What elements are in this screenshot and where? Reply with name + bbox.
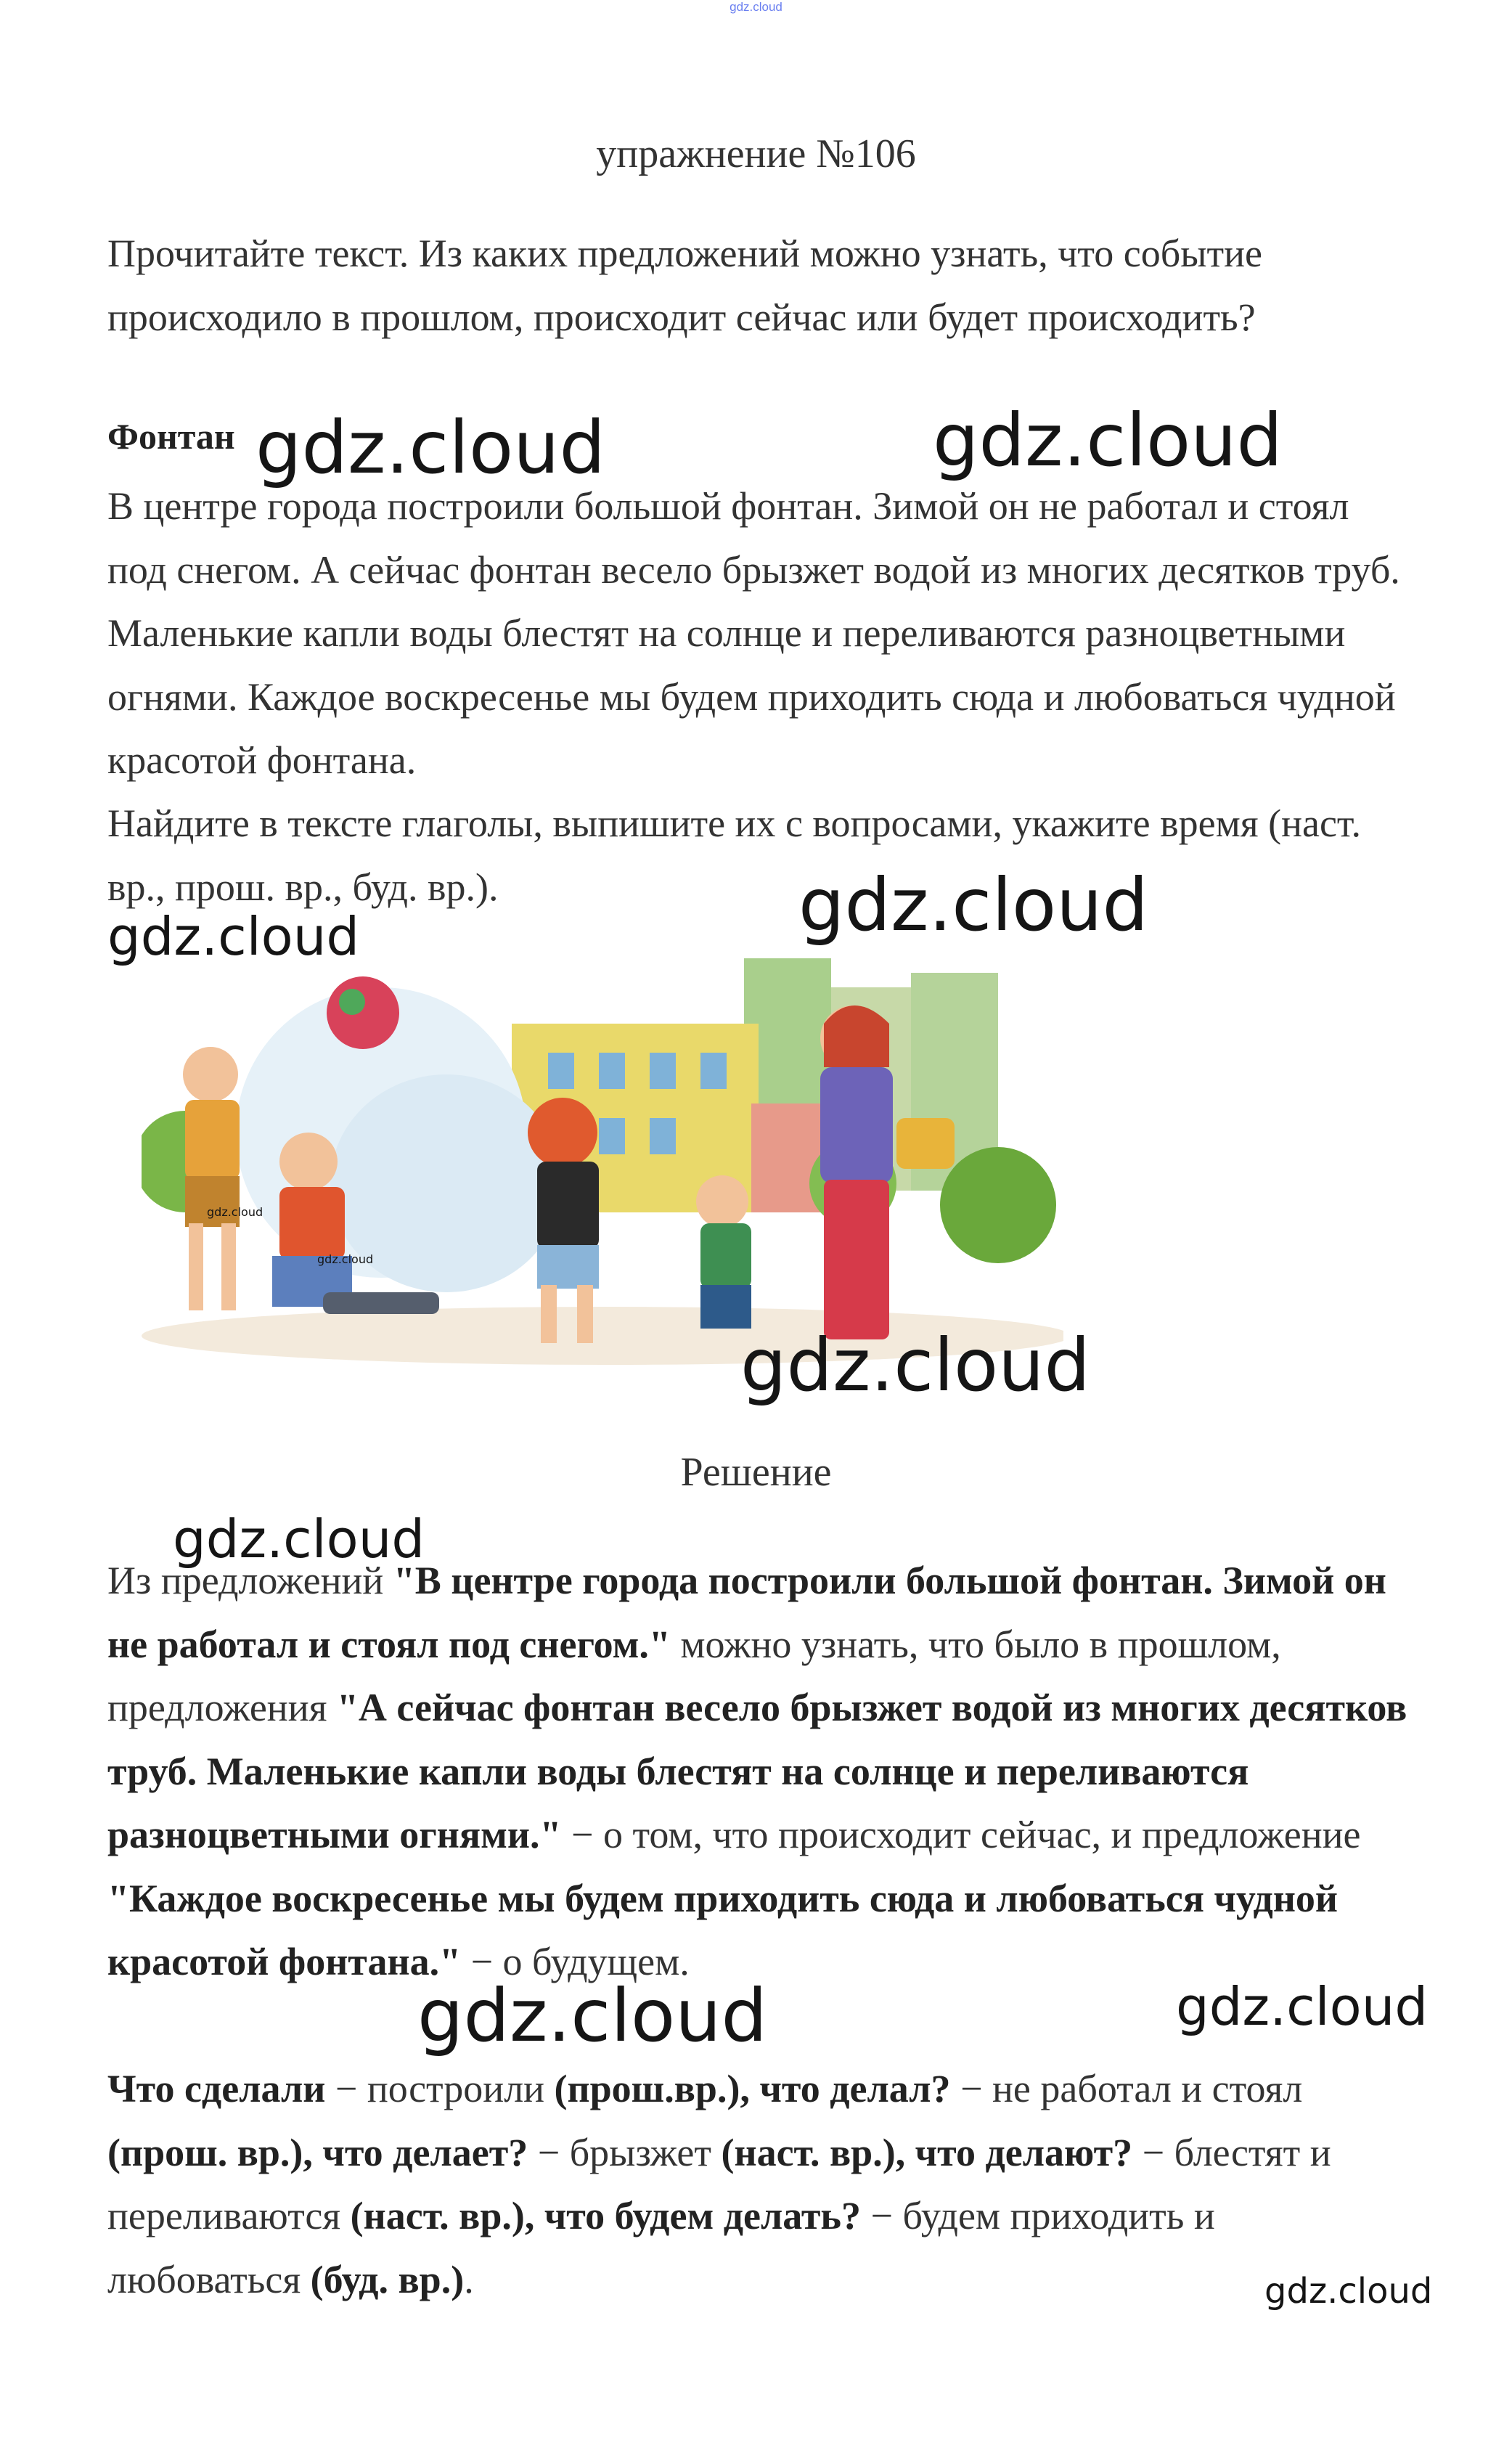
kid-red-hair (528, 1098, 599, 1343)
verb-question: (наст. вр.), что будем делать? (350, 2194, 861, 2237)
fountain-illustration (142, 944, 1063, 1365)
kid-green (696, 1175, 751, 1329)
solution-quote-future: "Каждое воскресенье мы будем приходить сюда и любоваться чудной красотой фонтана." (107, 1876, 1339, 1983)
watermark: gdz.cloud (798, 862, 1149, 947)
watermark: gdz.cloud (256, 405, 606, 490)
solution-paragraph-1 (107, 1549, 1414, 1994)
watermark: gdz.cloud (173, 1509, 425, 1570)
task-text: Прочитайте текст. Из каких предложений можно узнать, что событие происходило в прошлом, происходит сейчас или будет происходить? (107, 232, 1262, 339)
task2-text: Найдите в тексте глаголы, выпишите их с вопросами, укажите время (наст. вр., прош. вр., буд. вр.). (107, 801, 1361, 909)
verb-question: (прош. вр.), что делает? (107, 2130, 528, 2174)
exercise-title: упражнение №106 (596, 131, 916, 176)
solution-paragraph-2 (107, 2057, 1414, 2312)
verb-answer: − брызжет (528, 2130, 722, 2174)
solution-title: Решение (680, 1450, 832, 1495)
verb-question: (прош.вр.), что делал? (554, 2067, 951, 2110)
watermark: gdz.cloud (1176, 1976, 1429, 2037)
solution-text: − о будущем. (461, 1940, 690, 1983)
watermark: gdz.cloud (107, 906, 360, 967)
verb-answer: − не работал и стоял (950, 2067, 1303, 2110)
kid-left (183, 1047, 240, 1310)
watermark: gdz.cloud (207, 1205, 263, 1219)
verb-question: (наст. вр.), что делают? (721, 2130, 1133, 2174)
watermark: gdz.cloud (317, 1252, 374, 1266)
verb-answer: − будем приходить и любоваться (107, 2194, 1215, 2301)
watermark: gdz.cloud (417, 1973, 768, 2058)
solution-text: − о том, что происходит сейчас, и предложение (561, 1813, 1361, 1856)
solution-quote-past: "В центре города построили большой фонтан. Зимой он не работал и стоял под снегом." (107, 1559, 1386, 1666)
watermark: gdz.cloud (933, 398, 1283, 483)
verb-answer: − блестят и переливаются (107, 2130, 1331, 2237)
ball (327, 976, 399, 1049)
verb-answer: − построили (325, 2067, 555, 2110)
verb-tense: (буд. вр.) (310, 2257, 465, 2301)
solution-quote-present: "А сейчас фонтан весело брызжет водой из многих десятков труб. Маленькие капли воды блестят на солнце и переливаются разноцветными огнями." (107, 1686, 1407, 1856)
verb-question: Что сделали (107, 2067, 326, 2110)
solution-text: можно узнать, что было в прошлом, предложения (107, 1622, 1281, 1729)
story-heading: Фонтан (107, 416, 235, 457)
solution-text: Из предложений (107, 1559, 393, 1602)
story-text: В центре города построили большой фонтан. Зимой он не работал и стоял под снегом. А сейчас фонтан весело брызжет водой из многих десятков труб. Маленькие капли воды блестят на солнце и переливаются разноцветными огнями. Каждое воскресенье мы будем приходить сюда и любоваться чудной красотой фонтана. (107, 484, 1400, 782)
watermark: gdz.cloud (740, 1323, 1091, 1408)
watermark: gdz.cloud (1264, 2271, 1433, 2312)
top-watermark: gdz.cloud (730, 0, 782, 14)
verb-answer: . (464, 2257, 474, 2301)
